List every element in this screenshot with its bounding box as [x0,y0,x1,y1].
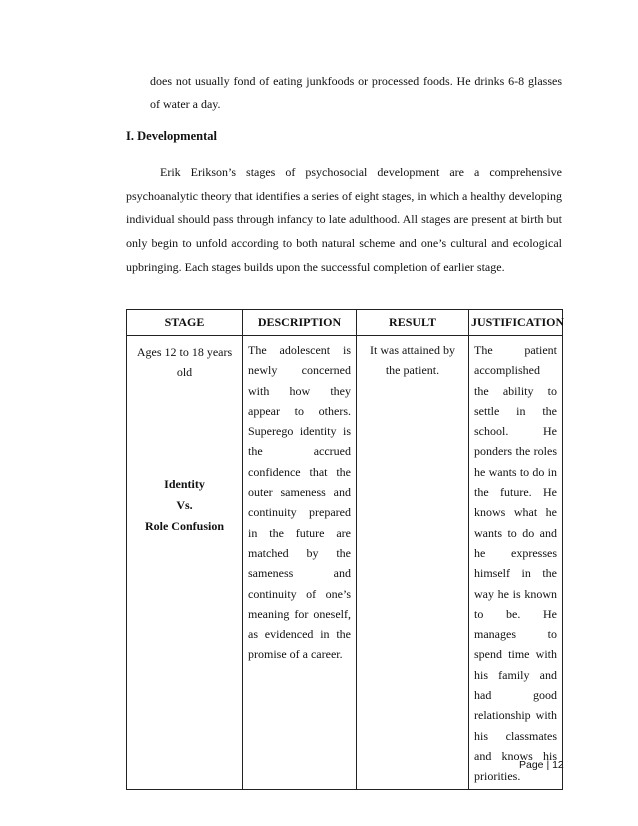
header-stage: STAGE [127,310,243,336]
stage-name-line-3: Role Confusion [144,519,224,533]
stage-age: Ages 12 to 18 years old [136,345,233,379]
header-justification: JUSTIFICATION [469,310,563,336]
cell-result: It was attained by the patient. [357,336,469,790]
stage-name-line-2: Vs. [176,498,193,512]
developmental-stage-table [126,309,563,790]
table-row [127,336,563,790]
stage-name-line-1: Identity [164,477,205,491]
cell-justification: The patient accomplished the ability to settle in the school. He ponders the roles he wants to do in the future. He knows what he wants to do and he expresses himself in the way he is known to be. He manages to spend time with his family and had good relationship with his classmates and knows his priorities. [469,336,563,790]
continuation-paragraph: does not usually fond of eating junkfoods or processed foods. He drinks 6-8 glasses of water a day. [150,74,562,111]
header-result: RESULT [357,310,469,336]
section-heading: I. Developmental [126,129,217,143]
section-paragraph-text: Erik Erikson’s stages of psychosocial development are a comprehensive psychoanalytic theory that identifies a series of eight stages, in which a healthy developing individual should pass through infancy to late adulthood. All stages are present at birth but only begin to unfold according to both natural scheme and one’s cultural and ecological upbringing. Each stages builds upon the successful completion of earlier stage. [126,165,562,274]
header-description: DESCRIPTION [243,310,357,336]
section-paragraph [126,161,562,280]
page-number: Page | 12 [519,759,564,771]
cell-description: The adolescent is newly concerned with how they appear to others. Superego identity is the accrued confidence that the outer sameness and continuity prepared in the future are matched by the sameness and continuity of one’s meaning for oneself, as evidenced in the promise of a career. [243,336,357,790]
table-header-row [127,310,563,336]
cell-stage [127,336,243,790]
stage-name [132,474,237,537]
